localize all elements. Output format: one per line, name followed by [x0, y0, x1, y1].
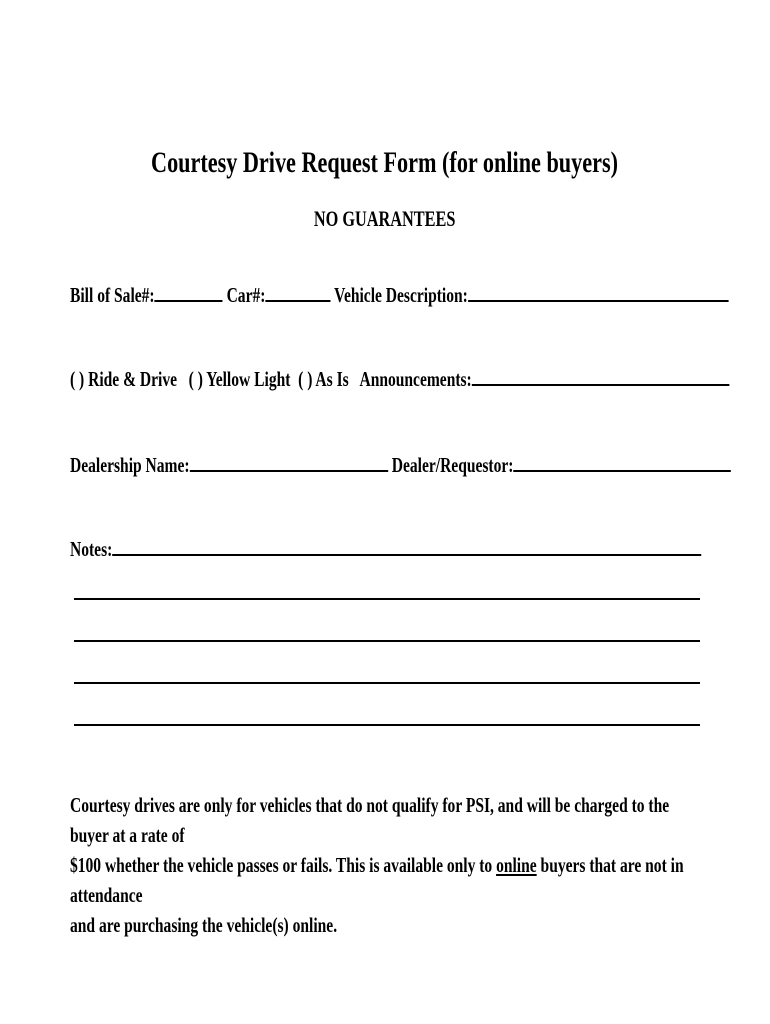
disclaimer-line-1: Courtesy drives are only for vehicles that do not qualify for PSI, and will be charged to the buyer at a rate of [70, 793, 670, 847]
form-title-text: Courtesy Drive Request Form (for online buyers) [151, 146, 619, 179]
notes-label: Notes: [70, 537, 113, 561]
vehicle-description-field[interactable] [468, 282, 728, 302]
notes-line-2[interactable] [74, 598, 700, 600]
notes-line-5[interactable] [74, 724, 700, 726]
notes-line-3[interactable] [74, 640, 700, 642]
no-guarantees-heading [0, 206, 770, 232]
announcements-label: Announcements: [359, 367, 472, 391]
bill-of-sale-label: Bill of Sale#: [70, 283, 155, 307]
ride-drive-option[interactable]: ( ) Ride & Drive [70, 367, 178, 391]
row-options [70, 366, 770, 392]
form-title [0, 146, 770, 180]
disclaimer-line-2a: $100 whether the vehicle passes or fails. This is available only to [70, 853, 497, 877]
disclaimer-paragraph [70, 790, 699, 940]
dealer-requestor-label: Dealer/Requestor: [391, 453, 514, 477]
row-dealer-info [70, 452, 770, 478]
vehicle-description-label: Vehicle Description: [334, 283, 468, 307]
online-emphasis: online [496, 853, 537, 877]
as-is-option[interactable]: ( ) As Is [298, 367, 349, 391]
car-number-field[interactable] [265, 282, 330, 302]
dealership-name-field[interactable] [190, 452, 388, 472]
yellow-light-option[interactable]: ( ) Yellow Light [188, 367, 291, 391]
row-vehicle-info [70, 282, 770, 308]
row-notes [70, 536, 770, 562]
disclaimer-line-2b: buyers that are not in attendance [70, 853, 684, 907]
car-number-label: Car#: [226, 283, 266, 307]
notes-field[interactable] [112, 536, 701, 556]
disclaimer-line-3: and are purchasing the vehicle(s) online. [70, 913, 338, 937]
no-guarantees-text: NO GUARANTEES [314, 206, 456, 231]
bill-of-sale-field[interactable] [155, 282, 223, 302]
notes-line-4[interactable] [74, 682, 700, 684]
announcements-field[interactable] [472, 366, 730, 386]
dealership-name-label: Dealership Name: [70, 453, 190, 477]
dealer-requestor-field[interactable] [513, 452, 731, 472]
